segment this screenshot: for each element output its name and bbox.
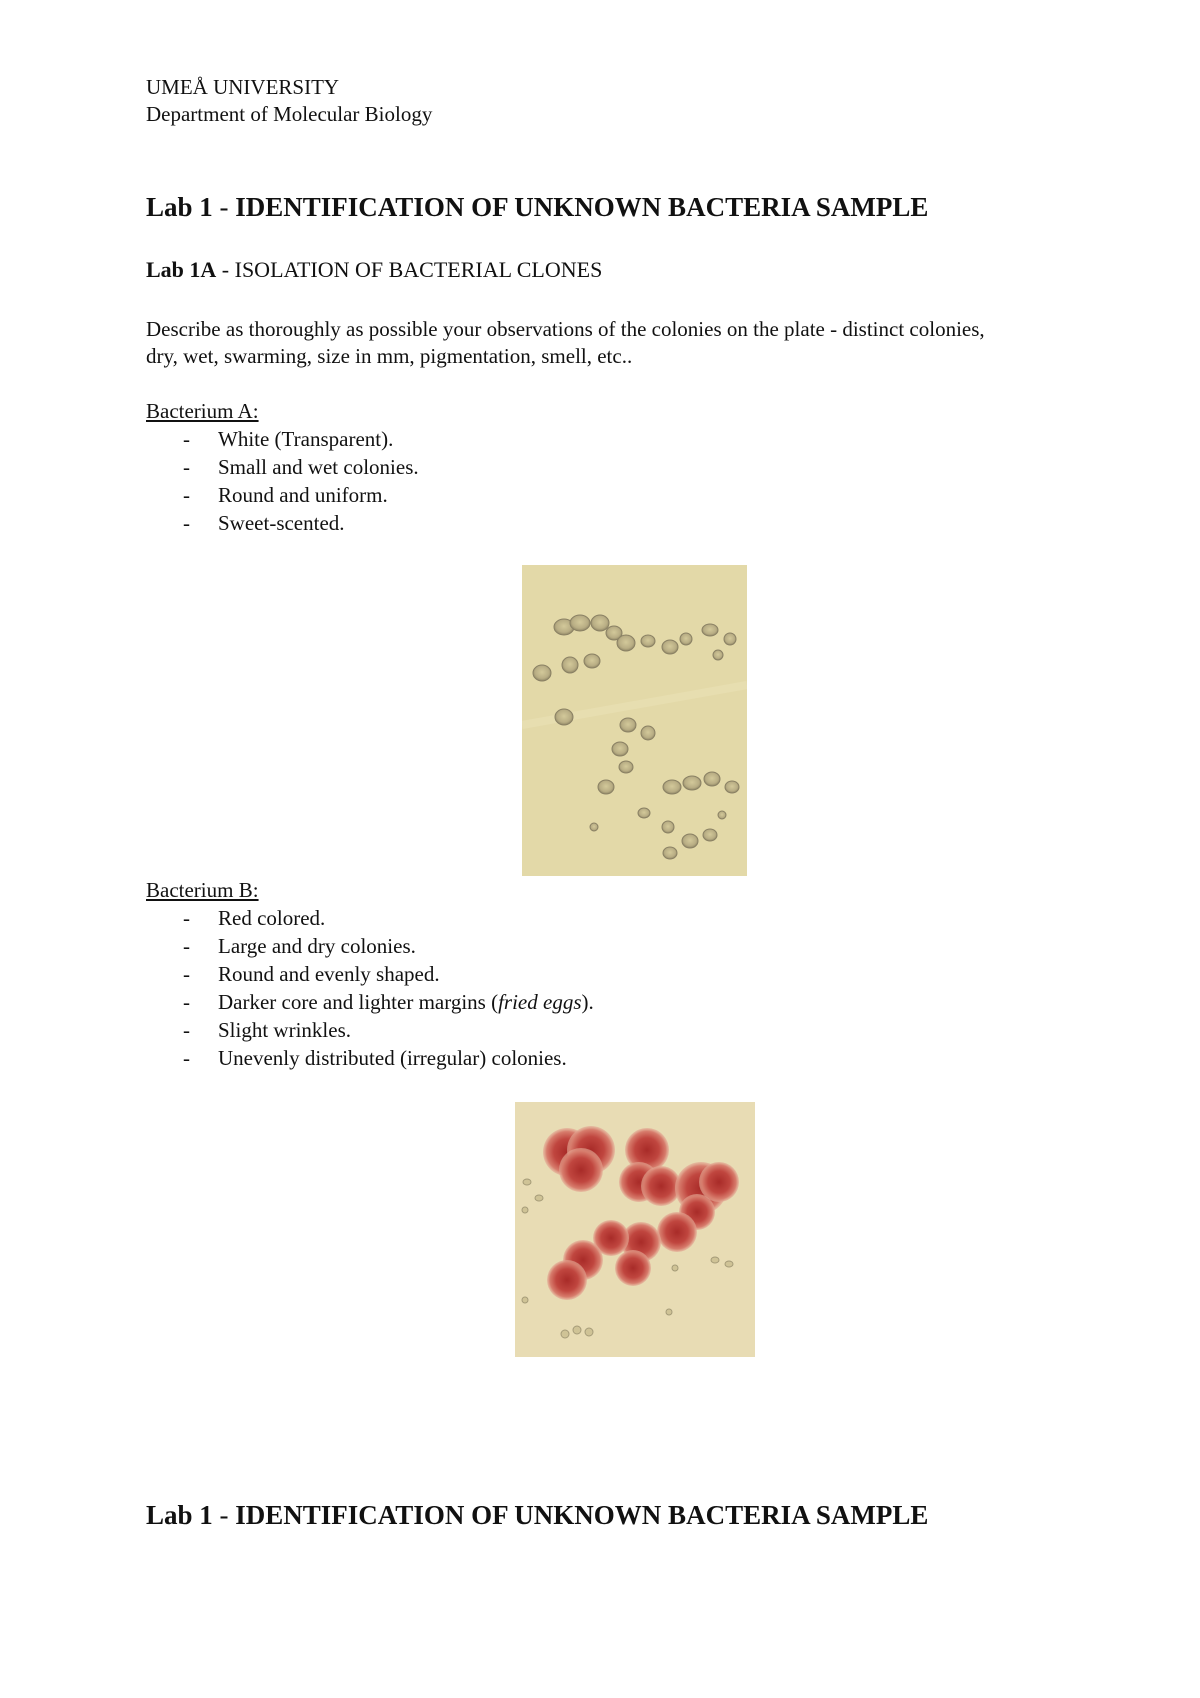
list-item: - Large and dry colonies. bbox=[183, 934, 416, 958]
instructions-line-2: dry, wet, swarming, size in mm, pigmentation, smell, etc.. bbox=[146, 344, 633, 368]
section-title-1a bbox=[146, 257, 602, 283]
bacterium-a-list bbox=[146, 425, 419, 537]
lab-title bbox=[146, 192, 928, 223]
lab-title-prefix: Lab 1 bbox=[146, 1500, 213, 1530]
lab-title-separator: - bbox=[212, 1500, 236, 1530]
bacterium-b-photo bbox=[515, 1102, 755, 1357]
fried-eggs-italic: fried eggs bbox=[498, 990, 582, 1014]
list-item: - Unevenly distributed (irregular) colonies. bbox=[183, 1046, 567, 1070]
list-item: - Slight wrinkles. bbox=[183, 1018, 352, 1042]
bacterium-b-list bbox=[146, 904, 594, 1072]
department-name: Department of Molecular Biology bbox=[146, 102, 433, 126]
section-1a-rest: - ISOLATION OF BACTERIAL CLONES bbox=[216, 257, 603, 282]
lab-title-prefix: Lab 1 bbox=[146, 192, 213, 222]
lab-title-separator: - bbox=[212, 192, 236, 222]
lab-title-rest: IDENTIFICATION OF UNKNOWN BACTERIA SAMPLE bbox=[235, 192, 929, 222]
bacterium-a-photo bbox=[522, 565, 747, 876]
university-name: UMEÅ UNIVERSITY bbox=[146, 75, 340, 99]
lab-title-repeat bbox=[146, 1500, 928, 1531]
section-1a-prefix: Lab 1A bbox=[146, 257, 217, 282]
list-item: - Round and evenly shaped. bbox=[183, 962, 440, 986]
list-item: - Round and uniform. bbox=[183, 483, 388, 507]
lab-title-rest: IDENTIFICATION OF UNKNOWN BACTERIA SAMPLE bbox=[235, 1500, 929, 1530]
list-item: - White (Transparent). bbox=[183, 427, 394, 451]
list-item: - Red colored. bbox=[183, 906, 326, 930]
bacterium-b-label: Bacterium B: bbox=[146, 878, 259, 902]
instructions-line-1: Describe as thoroughly as possible your observations of the colonies on the plate - distinct colonies, bbox=[146, 317, 985, 341]
list-item: - Sweet-scented. bbox=[183, 511, 345, 535]
list-item: - Small and wet colonies. bbox=[183, 455, 419, 479]
list-item: - Darker core and lighter margins (fried eggs). bbox=[183, 990, 594, 1014]
bacterium-a-label: Bacterium A: bbox=[146, 399, 259, 423]
